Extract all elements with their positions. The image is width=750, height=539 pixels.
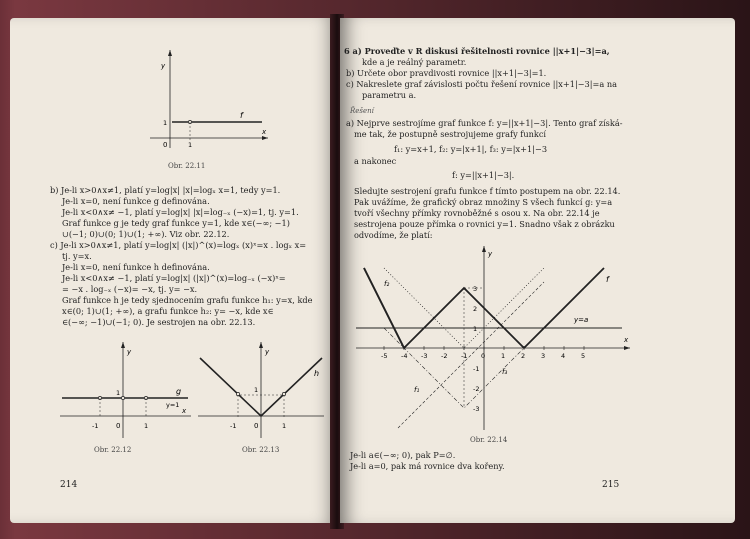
fig12-y-label: y	[127, 348, 132, 356]
fig14-x-label: x	[624, 336, 629, 344]
text-line: f: y=||x+1|−3|.	[452, 170, 515, 180]
text-line: Je-li a=0, pak má rovnice dva kořeny.	[350, 461, 505, 471]
text-line: Je-li x<0∧x≠ −1, platí y=log|x| (|x|)^(x)=log₋ₓ (−x)ˣ=	[62, 273, 286, 283]
text-line: c) Je-li x>0∧x≠1, platí y=log|x| (|x|)^(x)=logₓ (x)ˣ=x . logₓ x=	[50, 240, 307, 250]
fig14-f2-label: f₂	[384, 280, 390, 288]
fig14-x-tick-label: -3	[421, 352, 428, 360]
page-number-right: 215	[602, 480, 620, 490]
text-line: b) Je-li x>0∧x≠1, platí y=log|x| |x|=logₓ x=1, tedy y=1.	[50, 185, 281, 195]
text-line: = −x . log₋ₓ (−x)= −x, tj. y= −x.	[62, 284, 198, 294]
fig14-y-tick-label: 1	[473, 325, 478, 333]
fig13-one: 1	[254, 386, 259, 394]
text-line: ∪(−1; 0)∪(0; 1)∪(1; +∞). Viz obr. 22.12.	[62, 229, 230, 239]
fig13-neg-one: -1	[230, 422, 237, 430]
fig12-one: 1	[116, 389, 121, 397]
fig12-origin: 0	[116, 422, 121, 430]
fig14-x-tick-label: -4	[401, 352, 408, 360]
text-line: a) Nejprve sestrojíme graf funkce f: y=||x+1|−3|. Tento graf získá-	[346, 118, 623, 128]
text-line: tj. y=x.	[62, 251, 92, 261]
text-line: sestrojena pouze přímka o rovnici y=1. Snadno však z obrázku	[354, 219, 615, 229]
fig11-x-one: 1	[188, 141, 193, 149]
fig14-y-tick-label: -3	[473, 405, 480, 413]
text-line: me tak, že postupně sestrojujeme grafy funkcí	[354, 129, 547, 139]
fig-22-11-caption: Obr. 22.11	[168, 162, 206, 170]
text-line: tvoří všechny přímky rovnoběžné s osou x. Na obr. 22.14 je	[354, 208, 600, 218]
text-line: f₁: y=x+1, f₂: y=|x+1|, f₃: y=|x+1|−3	[394, 144, 548, 154]
fig11-f-label: f	[240, 111, 243, 120]
fig14-y-label: y	[488, 250, 493, 258]
text-line: Je-li x<0∧x≠ −1, platí y=log|x| |x|=log₋ₓ (−x)=1, tj. y=1.	[62, 207, 299, 217]
text-line: 6 a) Proveďte v R diskusi řešitelnosti rovnice ||x+1|−3|=a,	[344, 46, 610, 56]
figure-22-12	[58, 340, 193, 440]
fig12-x-label: x	[182, 407, 187, 415]
text-line: ∈(−∞; −1)∪(−1; 0). Je sestrojen na obr. 22.13.	[62, 317, 256, 327]
figure-22-13	[196, 340, 326, 440]
solution-heading: Řešení	[350, 107, 374, 115]
fig14-x-tick-label: 1	[501, 352, 506, 360]
fig14-f-label: f	[606, 275, 609, 284]
text-line: Graf funkce g je tedy graf funkce y=1, kde x∈(−∞; −1)	[62, 218, 290, 228]
text-line: b) Určete obor pravdivosti rovnice ||x+1|−3|=1.	[346, 68, 547, 78]
figure-22-11	[150, 50, 270, 150]
fig14-x-tick-label: 4	[561, 352, 566, 360]
fig13-h-label: h	[314, 369, 320, 378]
page-number-left: 214	[60, 480, 78, 490]
fig12-g-label: g	[176, 387, 182, 396]
fig14-ya-label: y=a	[574, 316, 589, 324]
text-line: kde a je reálný parametr.	[362, 57, 467, 67]
fig13-y-label: y	[265, 348, 270, 356]
text-line: Je-li a∈(−∞; 0), pak P=∅.	[350, 450, 456, 460]
right-page	[340, 18, 735, 523]
fig-22-13-caption: Obr. 22.13	[242, 446, 280, 454]
fig14-y-tick-label: 2	[473, 305, 478, 313]
figure-22-14	[354, 242, 634, 432]
left-page	[10, 18, 335, 523]
text-line: odvodíme, že platí:	[354, 230, 433, 240]
fig14-f1-label: f₁	[414, 386, 420, 394]
fig12-neg-one: -1	[92, 422, 99, 430]
text-line: a nakonec	[354, 156, 397, 166]
fig14-y-tick-label: -2	[473, 385, 480, 393]
fig14-x-tick-label: -2	[441, 352, 448, 360]
fig13-x-one: 1	[282, 422, 287, 430]
fig14-x-tick-label: 3	[541, 352, 546, 360]
fig14-y-tick-label: 3	[473, 285, 478, 293]
text-line: Je-li x=0, není funkce h definována.	[62, 262, 210, 272]
fig14-x-tick-label: 0	[481, 352, 486, 360]
fig14-y-tick-label: -1	[473, 365, 480, 373]
text-line: parametru a.	[362, 90, 417, 100]
fig12-y1-label: y=1	[166, 401, 180, 409]
text-line: Sledujte sestrojení grafu funkce f tímto postupem na obr. 22.14.	[354, 186, 621, 196]
fig12-x-one: 1	[144, 422, 149, 430]
fig11-y-label: y	[161, 62, 166, 70]
fig13-origin: 0	[254, 422, 259, 430]
fig14-x-tick-label: 5	[581, 352, 586, 360]
fig11-origin: 0	[163, 141, 168, 149]
fig14-f3-label: f₃	[502, 368, 508, 376]
fig14-x-tick-label: 2	[521, 352, 526, 360]
text-line: c) Nakreslete graf závislosti počtu řešení rovnice ||x+1|−3|=a na	[346, 79, 618, 89]
fig14-y-ticks	[473, 285, 479, 413]
text-line: Pak uvážíme, že grafický obraz množiny S všech funkcí g: y=a	[354, 197, 613, 207]
text-line: Graf funkce h je tedy sjednocením grafu funkce h₁: y=x, kde	[62, 295, 313, 305]
fig-22-14-caption: Obr. 22.14	[470, 436, 508, 444]
fig14-x-tick-label: -1	[461, 352, 468, 360]
text-line: Je-li x=0, není funkce g definována.	[62, 196, 210, 206]
fig11-one-label: 1	[163, 119, 168, 127]
fig11-x-label: x	[262, 128, 267, 136]
fig14-x-tick-label: -5	[381, 352, 388, 360]
fig-22-12-caption: Obr. 22.12	[94, 446, 132, 454]
text-line: x∈(0; 1)∪(1; +∞), a grafu funkce h₂: y= −x, kde x∈	[62, 306, 274, 316]
